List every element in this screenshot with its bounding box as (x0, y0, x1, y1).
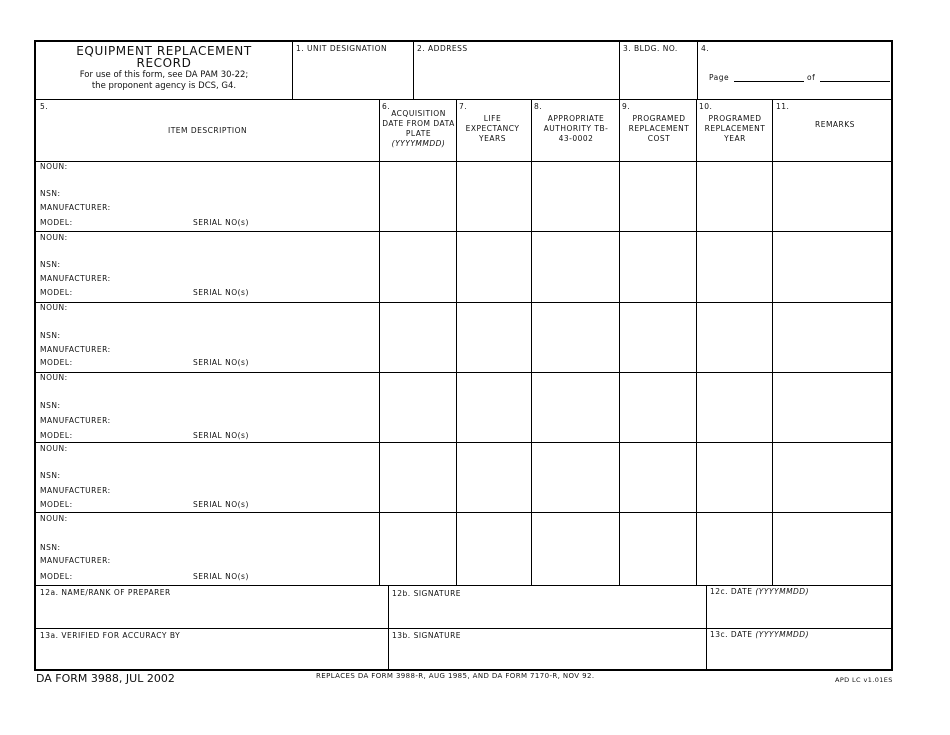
form-title-line2: RECORD (136, 56, 192, 70)
col-5-number: 5. (40, 102, 49, 111)
model-label: MODEL: (40, 288, 73, 297)
address-label: 2. ADDRESS (417, 44, 468, 53)
preparer-name-field[interactable] (38, 600, 386, 626)
model-label: MODEL: (40, 358, 73, 367)
divider (697, 42, 698, 99)
divider (36, 161, 893, 162)
nsn-label: NSN: (40, 260, 61, 269)
manufacturer-label: MANUFACTURER: (40, 274, 111, 283)
preparer-date-field[interactable] (708, 600, 891, 626)
col-acquisition-date-format: (YYYYMMDD) (391, 139, 446, 148)
form-subtitle-line1: For use of this form, see DA PAM 30-22; (79, 70, 249, 80)
unit-designation-label: 1. UNIT DESIGNATION (296, 44, 388, 53)
divider (292, 99, 893, 100)
preparer-date-format: (YYYYMMDD) (755, 587, 810, 596)
model-label: MODEL: (40, 572, 73, 581)
serial-label: SERIAL NO(s) (193, 572, 249, 581)
model-label: MODEL: (40, 500, 73, 509)
row-divider (36, 372, 893, 373)
col-7-number: 7. (459, 102, 468, 111)
field-4-label: 4. (701, 44, 710, 53)
nsn-label: NSN: (40, 331, 61, 340)
row-divider (36, 231, 893, 232)
preparer-signature-field[interactable] (390, 600, 704, 626)
verifier-date-field[interactable] (708, 643, 891, 669)
page-number-field[interactable] (734, 81, 804, 82)
divider (36, 585, 893, 586)
equipment-replacement-form (34, 40, 893, 671)
verifier-date-label (710, 631, 809, 639)
noun-label: NOUN: (40, 514, 68, 523)
col-8-number: 8. (534, 102, 543, 111)
serial-label: SERIAL NO(s) (193, 288, 249, 297)
noun-label: NOUN: (40, 373, 68, 382)
row-divider (36, 302, 893, 303)
col-acquisition-date-label: ACQUISITION DATE FROM DATA PLATE (382, 109, 455, 138)
col-replacement-cost-header: PROGRAMED REPLACEMENT COST (628, 114, 690, 143)
total-pages-field[interactable] (820, 81, 890, 82)
manufacturer-label: MANUFACTURER: (40, 556, 111, 565)
preparer-date-text: 12c. DATE (710, 587, 753, 596)
col-11-number: 11. (776, 102, 790, 111)
serial-label: SERIAL NO(s) (193, 218, 249, 227)
nsn-label: NSN: (40, 543, 61, 552)
preparer-date-label (710, 588, 809, 596)
noun-label: NOUN: (40, 444, 68, 453)
address-field[interactable] (415, 56, 617, 96)
nsn-label: NSN: (40, 471, 61, 480)
serial-label: SERIAL NO(s) (193, 358, 249, 367)
col-replacement-year-header: PROGRAMED REPLACEMENT YEAR (704, 114, 766, 143)
manufacturer-label: MANUFACTURER: (40, 416, 111, 425)
model-label: MODEL: (40, 431, 73, 440)
preparer-signature-label: 12b. SIGNATURE (392, 589, 462, 598)
form-subtitle-line2: the proponent agency is DCS, G4. (91, 81, 237, 91)
col-life-expectancy-header: LIFE EXPECTANCY YEARS (465, 114, 520, 143)
manufacturer-label: MANUFACTURER: (40, 486, 111, 495)
serial-label: SERIAL NO(s) (193, 431, 249, 440)
replaces-note: REPLACES DA FORM 3988-R, AUG 1985, AND DA FORM 7170-R, NOV 92. (316, 672, 595, 680)
bldg-no-label: 3. BLDG. NO. (623, 44, 678, 53)
verifier-name-field[interactable] (38, 643, 386, 669)
divider (413, 42, 414, 99)
nsn-label: NSN: (40, 189, 61, 198)
form-title-line1: EQUIPMENT REPLACEMENT (76, 44, 252, 58)
col-authority-header: APPROPRIATE AUTHORITY TB-43-0002 (543, 114, 609, 143)
divider (619, 42, 620, 99)
row-divider (36, 512, 893, 513)
verifier-date-text: 13c. DATE (710, 630, 753, 639)
verifier-name-label: 13a. VERIFIED FOR ACCURACY BY (40, 631, 181, 640)
divider (36, 628, 893, 629)
col-6-number: 6. (382, 102, 391, 111)
col-10-number: 10. (699, 102, 713, 111)
divider (388, 585, 389, 671)
bldg-no-field[interactable] (621, 56, 695, 96)
noun-label: NOUN: (40, 233, 68, 242)
noun-label: NOUN: (40, 303, 68, 312)
row-divider (36, 442, 893, 443)
divider (706, 585, 707, 671)
manufacturer-label: MANUFACTURER: (40, 345, 111, 354)
divider (36, 99, 292, 100)
noun-label: NOUN: (40, 162, 68, 171)
col-9-number: 9. (622, 102, 631, 111)
of-label: of (807, 73, 816, 82)
divider (292, 42, 293, 99)
col-remarks-header: REMARKS (815, 120, 855, 129)
serial-label: SERIAL NO(s) (193, 500, 249, 509)
manufacturer-label: MANUFACTURER: (40, 203, 111, 212)
col-acquisition-date-header (382, 109, 455, 149)
model-label: MODEL: (40, 218, 73, 227)
verifier-signature-field[interactable] (390, 643, 704, 669)
preparer-name-label: 12a. NAME/RANK OF PREPARER (40, 588, 171, 597)
verifier-signature-label: 13b. SIGNATURE (392, 631, 462, 640)
unit-designation-field[interactable] (294, 56, 411, 96)
form-identifier: DA FORM 3988, JUL 2002 (36, 672, 175, 685)
form-subtitle (36, 70, 292, 92)
page-label: Page (709, 73, 730, 82)
nsn-label: NSN: (40, 401, 61, 410)
version-label: APD LC v1.01ES (835, 676, 893, 684)
form-title (36, 45, 292, 69)
verifier-date-format: (YYYYMMDD) (755, 630, 810, 639)
col-item-description-header: ITEM DESCRIPTION (168, 126, 248, 135)
